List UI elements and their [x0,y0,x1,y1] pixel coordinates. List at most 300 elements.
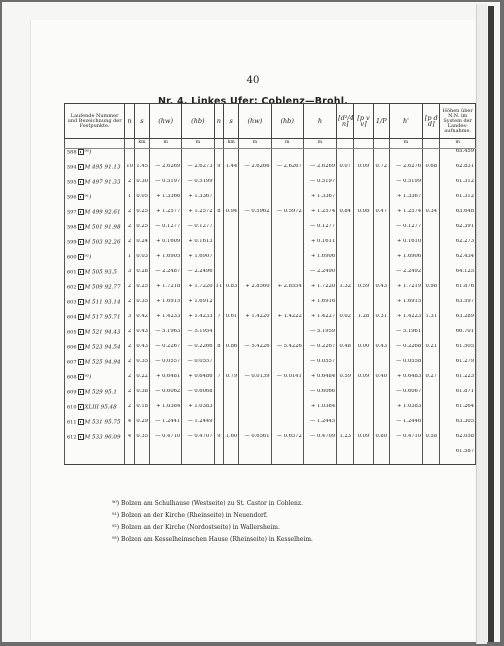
unit-cell: m [182,139,214,149]
cell-dv: 0.02 [337,314,354,329]
cell-pdd [423,194,440,209]
page-edge-strip [476,4,487,644]
header-hb: (hb) [182,104,214,139]
cell-hw: — 5.1963 [149,329,181,344]
cell-h2: — 0.4710 [389,434,422,449]
cell-hb: + 1.7220 [182,284,214,299]
benchmark-symbol-icon [78,434,84,440]
cell-s: 0.38 [134,389,149,404]
benchmark-symbol-icon [78,374,84,380]
festpunkt-number: 612 [67,434,77,441]
cell-inv [373,239,389,254]
cell-dv: 0.84 [337,209,354,224]
header-n2: n [214,104,224,139]
cell-hb: + 1.6907 [182,254,214,269]
festpunkt-mark: M 509 92.77 [84,284,121,291]
benchmark-symbol-icon [78,314,84,320]
page-edge-shadow [488,6,494,642]
cell-pdd [423,419,440,434]
cell-pvv: 0.09 [354,374,373,389]
cell-hw: — 0.5197 [149,179,181,194]
unit-cell: m [271,139,303,149]
header-inv: 1/P [373,104,389,139]
cell-n: 2 [125,209,135,224]
cell-s2 [224,449,239,465]
cell-hb2 [271,149,303,165]
cell-h2: — 2.2492 [389,269,422,284]
table-row [65,434,476,449]
festpunkt-number: 595 [67,179,77,186]
cell-height: 61.876 [440,284,476,299]
header-height: Höhen über N.N. im System der Landes-aufnahme. [440,104,476,139]
festpunkt-mark: ⁹³) [84,374,92,381]
cell-hb: + 0.1613 [182,239,214,254]
cell-s: 0.29 [134,419,149,434]
cell-s [134,149,149,165]
cell-height: 62.273 [440,239,476,254]
cell-dv [337,404,354,419]
cell-n2 [214,329,224,344]
cell-n2 [214,149,224,165]
table-row [65,164,476,179]
cell-dv [337,149,354,165]
cell-h2: — 0.6067 [389,389,422,404]
festpunkt-number: 601 [67,269,77,276]
cell-dv: 0.07 [337,164,354,179]
cell-hw2: — 0.6561 [239,434,271,449]
header-festpunkte: Laufende Nummer und Bezeichnung der Festpunkte. [65,104,125,139]
cell-s2: 1.60 [224,434,239,449]
cell-h2: + 1.0383 [389,404,422,419]
cell-pvv [354,194,373,209]
cell-s2 [224,224,239,239]
cell-pdd: 1.31 [423,314,440,329]
cell-hw: — 1.2441 [149,419,181,434]
cell-dv [337,239,354,254]
cell-h2: — 0.5199 [389,179,422,194]
cell-n: 4 [125,419,135,434]
header-h2: h' [389,104,422,139]
cell-hb2 [271,194,303,209]
benchmark-symbol-icon [78,299,84,305]
cell-height: 62.831 [440,164,476,179]
cell-hb: — 2.2496 [182,269,214,284]
cell-inv [373,269,389,284]
cell-pvv [354,179,373,194]
cell-height: 61.871 [440,389,476,404]
cell-hw2 [239,179,271,194]
cell-n [125,449,135,465]
cell-inv: 0.40 [373,374,389,389]
cell-hb: — 0.4707 [182,434,214,449]
festpunkt-number: 598 [67,224,77,231]
festpunkt-number: 607 [67,359,77,366]
cell-hb2: + 2.8554 [271,284,303,299]
festpunkt-number: 610 [67,404,77,411]
table-row [65,299,476,314]
cell-hw2 [239,389,271,404]
festpunkt-cell [65,359,125,374]
benchmark-symbol-icon [78,269,84,275]
cell-s: 0.25 [134,284,149,299]
cell-s: 0.05 [134,194,149,209]
cell-inv [373,299,389,314]
table-row [65,374,476,389]
festpunkt-number: 588 [67,149,77,156]
cell-dv [337,194,354,209]
cell-inv [373,419,389,434]
cell-height: 66.701 [440,329,476,344]
cell-inv: 0.43 [373,344,389,359]
benchmark-symbol-icon [78,209,84,215]
cell-n: 2 [125,329,135,344]
cell-n2 [214,359,224,374]
cell-h2 [389,149,422,165]
cell-dv [337,179,354,194]
cell-hb2: — 5.4226 [271,344,303,359]
cell-n2: 9 [214,434,224,449]
cell-h: + 0.6484 [303,374,336,389]
cell-h2: + 1.2574 [389,209,422,224]
cell-n2: 7 [214,374,224,389]
cell-s2 [224,419,239,434]
table-row [65,344,476,359]
cell-h2: — 0.0558 [389,359,422,374]
festpunkt-number: 600 [67,254,77,261]
cell-pdd [423,149,440,165]
cell-inv [373,359,389,374]
festpunkt-number: 611 [67,419,77,426]
festpunkt-cell [65,374,125,389]
festpunkt-mark: M 499 92.61 [84,209,121,216]
cell-pvv [354,404,373,419]
cell-hw: + 0.6481 [149,374,181,389]
cell-hb2: — 0.6572 [271,434,303,449]
cell-h: + 1.0384 [303,404,336,419]
cell-s: 0.30 [134,179,149,194]
cell-hw2 [239,359,271,374]
unit-cell [337,139,354,149]
cell-hw2 [239,254,271,269]
cell-hw: + 1.4233 [149,314,181,329]
cell-hb: + 1.2572 [182,209,214,224]
cell-n: 3 [125,269,135,284]
table-row [65,284,476,299]
cell-height: 62.391 [440,224,476,239]
table-row [65,224,476,239]
cell-n2: 8 [214,344,224,359]
cell-hb: — 0.5199 [182,179,214,194]
cell-s2 [224,359,239,374]
cell-h2: + 0.6483 [389,374,422,389]
cell-h: — 1.2445 [303,419,336,434]
cell-hb: + 1.6912 [182,299,214,314]
cell-n2 [214,269,224,284]
cell-pdd [423,389,440,404]
cell-n: 2 [125,224,135,239]
festpunkt-mark: M 511 93.14 [84,299,121,306]
cell-pvv: 1.28 [354,314,373,329]
cell-h2: + 1.4223 [389,314,422,329]
unit-cell [125,139,135,149]
festpunkt-cell [65,404,125,419]
cell-height: 63.305 [440,419,476,434]
header-s2: s [224,104,239,139]
cell-hw2: — 5.4226 [239,344,271,359]
cell-n2 [214,254,224,269]
cell-pvv [354,239,373,254]
header-pdd: [p d d] [423,104,440,139]
cell-pvv [354,224,373,239]
cell-pdd: 0.68 [423,164,440,179]
cell-hb2 [271,179,303,194]
cell-dv: 1.23 [337,434,354,449]
footnote-90: ⁹⁰) Bolzen am Schulhause (Westseite) zu St. Castor in Coblenz. [112,500,303,507]
cell-h: — 2.6269 [303,164,336,179]
cell-s: 0.25 [134,224,149,239]
cell-inv [373,404,389,419]
cell-h: — 0.4709 [303,434,336,449]
unit-cell: m [303,139,336,149]
cell-h: + 1.3367 [303,194,336,209]
cell-hw: — 0.2267 [149,344,181,359]
cell-hw: — 2.6269 [149,164,181,179]
cell-height: 61.279 [440,359,476,374]
unit-cell [373,139,389,149]
cell-n: 2 [125,344,135,359]
cell-pvv [354,419,373,434]
festpunkt-number: 597 [67,209,77,216]
cell-s2: 0.83 [224,284,239,299]
cell-pdd [423,239,440,254]
cell-s2 [224,269,239,284]
cell-hb2 [271,299,303,314]
festpunkt-mark: M 505 93.5 [84,269,117,276]
cell-s2 [224,194,239,209]
unit-cell: km [134,139,149,149]
cell-pdd [423,299,440,314]
cell-hw: + 1.6915 [149,299,181,314]
benchmark-symbol-icon [78,254,84,260]
cell-n: 2 [125,179,135,194]
benchmark-symbol-icon [78,404,84,410]
cell-hb2: — 0.0141 [271,374,303,389]
table-row [65,449,476,465]
festpunkt-cell [65,344,125,359]
cell-height: 62.434 [440,254,476,269]
cell-dv [337,224,354,239]
cell-pdd [423,449,440,465]
festpunkt-mark: ⁹²) [84,254,92,261]
cell-hb: + 1.4233 [182,314,214,329]
cell-height: 63.289 [440,314,476,329]
cell-n [125,149,135,165]
table-row [65,404,476,419]
festpunkt-number: 603 [67,299,77,306]
cell-hb2: + 1.4222 [271,314,303,329]
festpunkt-cell [65,389,125,404]
table-row [65,254,476,269]
cell-s: 0.35 [134,359,149,374]
cell-n2 [214,224,224,239]
header-h: h [303,104,336,139]
cell-s2: 0.61 [224,314,239,329]
cell-hw: + 0.1609 [149,239,181,254]
cell-hb: — 0.0557 [182,359,214,374]
cell-pvv: 0.09 [354,434,373,449]
cell-s: 0.03 [134,254,149,269]
cell-pdd [423,404,440,419]
table-row [65,209,476,224]
cell-hw: + 1.7218 [149,284,181,299]
cell-dv: 1.32 [337,284,354,299]
cell-hw2 [239,194,271,209]
festpunkt-mark: XLIII 95.48 [84,404,117,411]
cell-n2: 9 [214,164,224,179]
cell-n: 2 [125,239,135,254]
cell-inv: 0.43 [373,284,389,299]
cell-s2 [224,254,239,269]
table-row [65,419,476,434]
cell-h: — 0.5197 [303,179,336,194]
cell-height: 63.597 [440,299,476,314]
festpunkt-mark: M 533 96.09 [84,434,121,441]
unit-cell: m [239,139,271,149]
cell-n: 2 [125,284,135,299]
cell-hb2 [271,329,303,344]
cell-dv [337,269,354,284]
cell-hw2: — 0.5962 [239,209,271,224]
cell-hw: + 1.2577 [149,209,181,224]
cell-h2: + 1.6906 [389,254,422,269]
cell-dv [337,359,354,374]
cell-pvv [354,359,373,374]
leveling-table [64,103,476,465]
cell-dv [337,419,354,434]
units-row [65,139,476,149]
cell-pvv [354,329,373,344]
table-row [65,314,476,329]
festpunkt-cell [65,269,125,284]
unit-cell: m [149,139,181,149]
cell-h: + 1.6916 [303,299,336,314]
cell-hw: — 2.2487 [149,269,181,284]
unit-cell: km [224,139,239,149]
header-n: n [125,104,135,139]
unit-cell [65,139,125,149]
cell-hw: + 1.0384 [149,404,181,419]
cell-h2 [389,449,422,465]
cell-s2: 0.86 [224,344,239,359]
cell-height: 61.264 [440,404,476,419]
cell-hw [149,149,181,165]
cell-n2 [214,179,224,194]
festpunkt-mark: M 495 91.13 [84,164,121,171]
cell-h: + 0.1611 [303,239,336,254]
cell-s2 [224,179,239,194]
benchmark-symbol-icon [78,389,84,395]
cell-h2: — 2.6276 [389,164,422,179]
festpunkt-number: 594 [67,164,77,171]
cell-height: 61.505 [440,344,476,359]
festpunkt-mark: M 521 94.43 [84,329,121,336]
cell-s: 0.35 [134,299,149,314]
cell-height: 62.058 [440,434,476,449]
benchmark-symbol-icon [78,179,84,185]
cell-pvv [354,299,373,314]
cell-s: 0.35 [134,434,149,449]
cell-pvv [354,389,373,404]
cell-s [134,449,149,465]
table-header-row [65,104,476,139]
cell-hb [182,449,214,465]
cell-hb2: — 2.6267 [271,164,303,179]
cell-s: 0.43 [134,329,149,344]
header-hw2: (hw) [239,104,271,139]
table-row [65,194,476,209]
festpunkt-number: 606 [67,344,77,351]
cell-h2: + 1.7219 [389,284,422,299]
cell-n2 [214,419,224,434]
festpunkt-number: 599 [67,239,77,246]
unit-cell: m [389,139,422,149]
cell-n: 1 [125,254,135,269]
cell-pvv [354,149,373,165]
cell-h: — 0.2267 [303,344,336,359]
cell-hw2: + 2.8560 [239,284,271,299]
cell-pdd [423,269,440,284]
cell-n2 [214,299,224,314]
cell-hb: — 1.2449 [182,419,214,434]
cell-s2: 1.44 [224,164,239,179]
cell-inv [373,254,389,269]
cell-h [303,449,336,465]
cell-h: — 5.1959 [303,329,336,344]
cell-dv [337,254,354,269]
cell-height: 64.125 [440,269,476,284]
cell-n2: 7 [214,314,224,329]
cell-s: 0.42 [134,314,149,329]
footnote-92: ⁹²) Bolzen an der Kirche (Nordostseite) in Wallersheim. [112,524,280,531]
cell-n2 [214,389,224,404]
festpunkt-mark: M 523 94.54 [84,344,121,351]
cell-s: 0.18 [134,404,149,419]
cell-h: + 1.6906 [303,254,336,269]
cell-hw2: — 2.6266 [239,164,271,179]
cell-h2: + 1.3367 [389,194,422,209]
cell-hb2: — 0.5972 [271,209,303,224]
cell-inv [373,224,389,239]
cell-n2: 11 [214,284,224,299]
benchmark-symbol-icon [78,329,84,335]
cell-h2: + 0.1610 [389,239,422,254]
cell-pdd [423,359,440,374]
cell-dv: 0.59 [337,374,354,389]
festpunkt-number: 605 [67,329,77,336]
cell-hb: — 0.1277 [182,224,214,239]
cell-hw2 [239,329,271,344]
cell-hw: — 0.6062 [149,389,181,404]
unit-cell [354,139,373,149]
cell-s: 1.45 [134,164,149,179]
cell-hb [182,149,214,165]
festpunkt-mark: M 531 95.75 [84,419,121,426]
cell-s2: 0.79 [224,374,239,389]
festpunkt-mark: M 501 91.98 [84,224,121,231]
cell-height: 65.459 [440,149,476,165]
cell-hw [149,449,181,465]
cell-s: 0.25 [134,209,149,224]
